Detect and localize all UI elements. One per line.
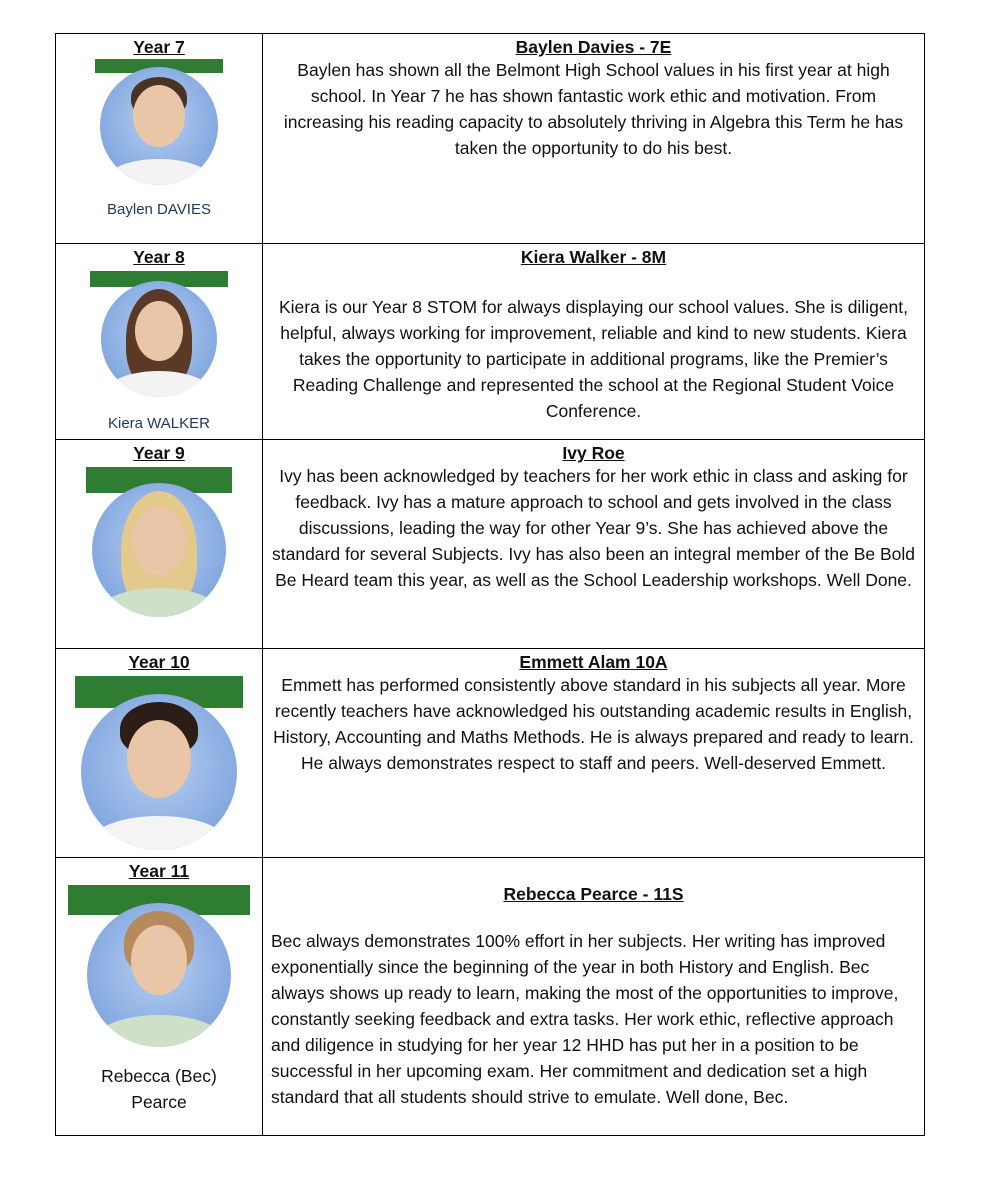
student-description-cell bbox=[263, 858, 925, 1136]
student-photo-cell bbox=[56, 244, 263, 440]
student-row-year9 bbox=[56, 440, 925, 649]
face-shape bbox=[135, 301, 183, 361]
student-awards-table bbox=[55, 33, 925, 1136]
shirt-shape bbox=[99, 588, 220, 617]
face-shape bbox=[132, 507, 186, 575]
student-description: Bec always demonstrates 100% effort in her subjects. Her writing has improved exponentially since the beginning of the year in both History and English. Bec always shows up ready to learn, making the most of the opportunities to improve, constantly seeking feedback and extra tasks. Her work ethic, reflective approach and diligence in studying for her year 12 HHD has put her in a position to be successful in her upcoming exam. Her commitment and dedication set a high standard that all students should strive to emulate. Well done, Bec. bbox=[271, 931, 899, 1107]
year-label: Year 7 bbox=[133, 37, 185, 57]
face-shape bbox=[131, 925, 187, 995]
student-name-heading: Kiera Walker - 8M bbox=[520, 247, 667, 267]
shirt-shape bbox=[89, 816, 229, 850]
student-description: Ivy has been acknowledged by teachers for her work ethic in class and asking for feedback. Ivy has a mature approach to school and gets involved in the class discussions, leading the way for other Year 9’s. She has achieved above the standard for several Subjects. Ivy has also been an integral member of the Be Bold Be Heard team this year, as well as the School Leadership workshops. Well Done. bbox=[272, 466, 915, 590]
student-description-cell bbox=[263, 244, 925, 440]
student-photo-cell bbox=[56, 440, 263, 649]
year-label: Year 10 bbox=[128, 652, 190, 672]
photo-caption-line2: Pearce bbox=[131, 1092, 187, 1112]
face-shape bbox=[133, 85, 185, 147]
photo-caption: Kiera WALKER bbox=[108, 415, 210, 432]
year-label: Year 11 bbox=[128, 861, 190, 881]
student-name-heading: Emmett Alam 10A bbox=[519, 652, 668, 672]
student-description: Emmett has performed consistently above standard in his subjects all year. More recently teachers have acknowledged his outstanding academic results in English, History, Accounting and Maths Methods. He is always prepared and ready to learn. He always demonstrates respect to staff and peers. Well-deserved Emmett. bbox=[273, 675, 914, 773]
student-photo-cell bbox=[56, 34, 263, 244]
student-photo bbox=[101, 281, 217, 397]
student-description: Kiera is our Year 8 STOM for always displaying our school values. She is diligent, helpful, always working for improvement, reliable and kind to new students. Kiera takes the opportunity to participate in additional programs, like the Premier’s Reading Challenge and represented the school at the Regional Student Voice Conference. bbox=[278, 297, 909, 421]
student-row-year8 bbox=[56, 244, 925, 440]
student-row-year11 bbox=[56, 858, 925, 1136]
student-description-cell bbox=[263, 649, 925, 858]
shirt-shape bbox=[94, 1015, 224, 1047]
student-description-cell bbox=[263, 34, 925, 244]
student-name-heading: Rebecca Pearce - 11S bbox=[503, 884, 684, 904]
year-label: Year 8 bbox=[133, 247, 185, 267]
student-name-heading: Ivy Roe bbox=[562, 443, 625, 463]
shirt-shape bbox=[106, 159, 212, 185]
student-name-heading: Baylen Davies - 7E bbox=[515, 37, 672, 57]
face-shape bbox=[127, 720, 191, 798]
photo-caption: Baylen DAVIES bbox=[107, 201, 211, 218]
student-photo bbox=[87, 903, 231, 1047]
student-row-year7 bbox=[56, 34, 925, 244]
student-photo bbox=[81, 694, 237, 850]
student-description-cell bbox=[263, 440, 925, 649]
shirt-shape bbox=[107, 371, 211, 397]
student-description: Baylen has shown all the Belmont High School values in his first year at high school. In Year 7 he has shown fantastic work ethic and motivation. From increasing his reading capacity to absolutely thriving in Algebra this Term he has taken the opportunity to do his best. bbox=[283, 60, 904, 158]
student-photo-cell bbox=[56, 649, 263, 858]
photo-caption-line1: Rebecca (Bec) bbox=[101, 1066, 217, 1086]
student-photo-cell bbox=[56, 858, 263, 1136]
student-row-year10 bbox=[56, 649, 925, 858]
student-photo bbox=[92, 483, 226, 617]
student-photo bbox=[100, 67, 218, 185]
year-label: Year 9 bbox=[133, 443, 185, 463]
